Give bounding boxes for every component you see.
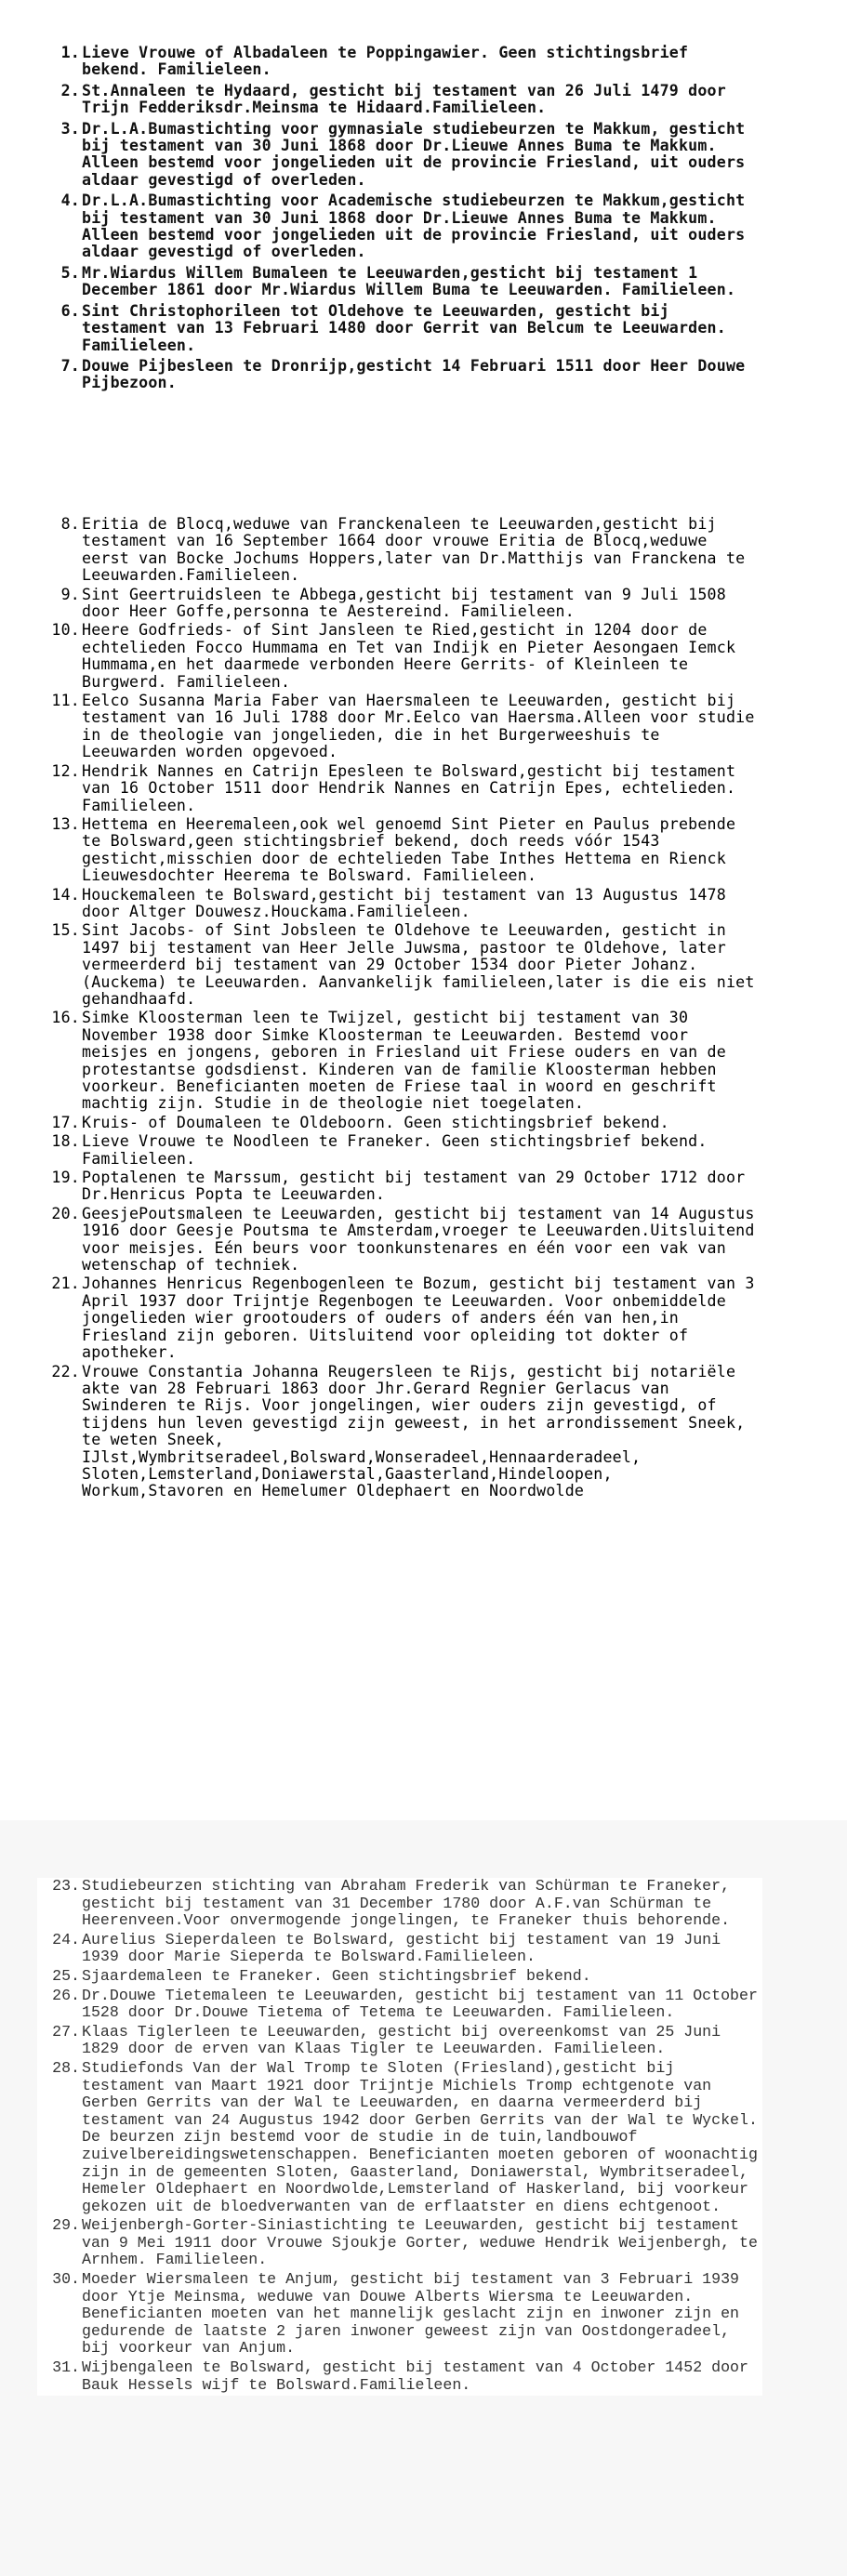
- entry-number: 20.: [51, 1204, 80, 1222]
- entry-number: 30.: [52, 2270, 80, 2289]
- list-item: [37, 2024, 762, 2058]
- entry-number: 27.: [52, 2022, 80, 2041]
- entry-text: Dr.L.A.Bumastichting voor Academische studiebeurzen te Makkum,gesticht bij testament van 30 Juni 1868 door Dr.Lieuwe Annes Buma te Makkum. Alleen bestemd voor jongelieden uit de provincie Friesland, uit ouders aldaar gevestigd of overleden.: [82, 192, 746, 261]
- list-item: [37, 303, 762, 354]
- entry-number: 28.: [52, 2058, 80, 2077]
- list-item: [37, 83, 762, 117]
- entry-number: 4.: [60, 192, 80, 210]
- entry-text: Wijbengaleen te Bolsward, gesticht bij testament van 4 October 1452 door Bauk Hessels wijf te Bolsward.Familieleen.: [82, 2358, 748, 2394]
- list-item: [37, 763, 762, 814]
- entry-number: 5.: [60, 263, 80, 282]
- list-item: [37, 1988, 762, 2022]
- entry-number: 7.: [60, 356, 80, 375]
- entry-text: Aurelius Sieperdaleen te Bolsward, gesticht bij testament van 19 Juni 1939 door Marie Sieperda te Bolsward.Familieleen.: [82, 1930, 721, 1966]
- list-item: [37, 693, 762, 761]
- entry-text: Sint Geertruidsleen te Abbega,gesticht bij testament van 9 Juli 1508 door Heer Goffe,personna te Aestereind. Familieleen.: [82, 585, 726, 621]
- list-item: [37, 587, 762, 621]
- list-item: [37, 1115, 762, 1131]
- entry-text: Hendrik Nannes en Catrijn Epesleen te Bolsward,gesticht bij testament van 16 October 1511 door Hendrik Nannes en Catrijn Epes, echtelieden. Familieleen.: [82, 761, 736, 814]
- entry-text: Mr.Wiardus Willem Bumaleen te Leeuwarden,gesticht bij testament 1 December 1861 door Mr.Wiardus Willem Buma te Leeuwarden. Familieleen.: [82, 263, 736, 299]
- list-item: [37, 1878, 762, 1930]
- list-item: [37, 1364, 762, 1500]
- list-item: [37, 265, 762, 299]
- entry-number: 16.: [51, 1009, 80, 1027]
- entry-number: 23.: [52, 1877, 80, 1895]
- entry-number: 26.: [52, 1986, 80, 2004]
- entry-text: Weijenbergh-Gorter-Siniastichting te Leeuwarden, gesticht bij testament van 9 Mei 1911 door Vrouwe Sjoukje Gorter, weduwe Hendrik Weijenbergh, te Arnhem. Familieleen.: [82, 2216, 758, 2269]
- entry-number: 18.: [51, 1132, 80, 1151]
- entry-number: 24.: [52, 1930, 80, 1949]
- entry-text: Dr.L.A.Bumastichting voor gymnasiale studiebeurzen te Makkum, gesticht bij testament van 30 Juni 1868 door Dr.Lieuwe Annes Buma te Makkum. Alleen bestemd voor jongelieden uit de provincie Friesland, uit ouders aldaar gevestigd of overleden.: [82, 119, 746, 189]
- entry-number: 11.: [51, 692, 80, 710]
- list-item: [37, 192, 762, 261]
- entry-number: 15.: [51, 921, 80, 940]
- entry-number: 12.: [51, 761, 80, 780]
- entry-text: Simke Kloosterman leen te Twijzel, gesticht bij testament van 30 November 1938 door Simke Kloosterman te Leeuwarden. Bestemd voor meisjes en jongens, geboren in Friesland uit Friese ouders en van de protestantse godsdienst. Kinderen van de familie Kloosterman hebben voorkeur. Beneficianten moeten de Friese taal in woord en geschrift machtig zijn. Studie in de theologie niet toegelaten.: [82, 1009, 726, 1113]
- entry-list-23-31: [37, 1878, 762, 2396]
- entry-number: 13.: [51, 814, 80, 833]
- entry-text: St.Annaleen te Hydaard, gesticht bij testament van 26 Juli 1479 door Trijn Fedderiksdr.Meinsma te Hidaard.Familieleen.: [82, 81, 726, 117]
- list-item: [37, 1010, 762, 1112]
- entry-text: Lieve Vrouwe te Noodleen te Franeker. Geen stichtingsbrief bekend. Familieleen.: [82, 1132, 708, 1168]
- entry-text: Sjaardemaleen te Franeker. Geen stichtingsbrief bekend.: [82, 1966, 591, 1985]
- entry-number: 21.: [51, 1275, 80, 1293]
- entry-list-1-7: [37, 45, 762, 396]
- entry-text: Dr.Douwe Tietemaleen te Leeuwarden, gesticht bij testament van 11 October 1528 door Dr.Douwe Tietema of Tetema te Leeuwarden. Familieleen.: [82, 1986, 758, 2022]
- list-item: [37, 2271, 762, 2358]
- entry-text: Eritia de Blocq,weduwe van Franckenaleen te Leeuwarden,gesticht bij testament van 16 September 1664 door vrouwe Eritia de Blocq,weduwe eerst van Bocke Jochums Hoppers,later van Dr.Matthijs van Franckena te Leeuwarden.Familieleen.: [82, 515, 746, 585]
- entry-list-8-22: [37, 516, 762, 1502]
- entry-text: Heere Godfrieds- of Sint Jansleen te Ried,gesticht in 1204 door de echtelieden Focco Hummama en Tet van Indijk en Pieter Aesongaen Iemck Hummama,en het daarmede verbonden Heere Gerrits- of Kleinleen te Burgwerd. Familieleen.: [82, 621, 736, 691]
- entry-text: Sint Jacobs- of Sint Jobsleen te Oldehove te Leeuwarden, gesticht in 1497 bij testament van Heer Jelle Juwsma, pastoor te Oldehove, later vermeerderd bij testament van 29 October 1534 door Pieter Johanz.(Auckema) te Leeuwarden. Aanvankelijk familieleen,later is die eis niet gehandhaafd.: [82, 921, 755, 1008]
- entry-text: Sint Christophorileen tot Oldehove te Leeuwarden, gesticht bij testament van 13 Februari 1480 door Gerrit van Belcum te Leeuwarden. Familieleen.: [82, 301, 726, 354]
- list-item: [37, 2060, 762, 2215]
- entry-text: Johannes Henricus Regenbogenleen te Bozum, gesticht bij testament van 3 April 1937 door Trijntje Regenbogen te Leeuwarden. Voor onbemiddelde jongelieden wier grootouders of ouders of anders één van hen,in Friesland zijn geboren. Uitsluitend voor opleiding tot dokter of apotheker.: [82, 1275, 755, 1362]
- entry-text: Douwe Pijbesleen te Dronrijp,gesticht 14 Februari 1511 door Heer Douwe Pijbezoon.: [82, 356, 746, 392]
- entry-text: Klaas Tiglerleen te Leeuwarden, gesticht bij overeenkomst van 25 Juni 1829 door de erven van Klaas Tigler te Leeuwarden. Familieleen.: [82, 2022, 721, 2058]
- entry-number: 14.: [51, 885, 80, 904]
- list-item: [37, 922, 762, 1008]
- entry-number: 31.: [52, 2358, 80, 2377]
- list-item: [37, 1932, 762, 1966]
- entry-number: 9.: [60, 585, 80, 603]
- entry-text: Studiebeurzen stichting van Abraham Frederik van Schürman te Franeker, gesticht bij testament van 31 December 1780 door A.F.van Schürman te Heerenveen.Voor onvermogende jongelingen, te Franeker thuis behorende.: [82, 1877, 731, 1930]
- entry-number: 17.: [51, 1113, 80, 1131]
- list-item: [37, 1206, 762, 1275]
- list-item: [37, 622, 762, 691]
- list-item: [37, 1133, 762, 1168]
- entry-text: Lieve Vrouwe of Albadaleen te Poppingawier. Geen stichtingsbrief bekend. Familieleen.: [82, 44, 689, 79]
- entry-number: 3.: [60, 119, 80, 138]
- entry-text: Vrouwe Constantia Johanna Reugersleen te Rijs, gesticht bij notariële akte van 28 Februari 1863 door Jhr.Gerard Regnier Gerlacus van Swinderen te Rijs. Voor jongelingen, wier ouders zijn gevestigd, of tijdens hun leven gevestigd zijn geweest, in het arrondissement Sneek, te weten Sneek, IJlst,Wymbritseradeel,Bolsward,Wonseradeel,Hennaarderadeel, Sloten,Lemsterland,Doniawerstal,Gaasterland,Hindeloopen, Workum,Stavoren en Hemelumer Oldephaert en Noordwolde: [82, 1362, 746, 1500]
- entry-number: 25.: [52, 1966, 80, 1985]
- entry-number: 2.: [60, 81, 80, 99]
- entry-text: Houckemaleen te Bolsward,gesticht bij testament van 13 Augustus 1478 door Altger Douwesz.Houckama.Familieleen.: [82, 885, 726, 920]
- entry-text: GeesjePoutsmaleen te Leeuwarden, gesticht bij testament van 14 Augustus 1916 door Geesje Poutsma te Amsterdam,vroeger te Leeuwarden.Uitsluitend voor meisjes. Eén beurs voor toonkunstenares en één voor een vak van wetenschap of techniek.: [82, 1204, 755, 1275]
- list-item: [37, 358, 762, 392]
- list-item: [37, 121, 762, 190]
- list-item: [37, 1169, 762, 1204]
- entry-text: Poptalenen te Marssum, gesticht bij testament van 29 October 1712 door Dr.Henricus Popta te Leeuwarden.: [82, 1169, 746, 1204]
- entry-text: Kruis- of Doumaleen te Oldeboorn. Geen stichtingsbrief bekend.: [82, 1113, 669, 1131]
- entry-number: 8.: [60, 515, 80, 533]
- entry-number: 10.: [51, 621, 80, 640]
- entry-number: 1.: [60, 44, 80, 61]
- entry-number: 19.: [51, 1169, 80, 1187]
- entry-number: 22.: [51, 1362, 80, 1380]
- list-item: [37, 1968, 762, 1986]
- list-item: [37, 1275, 762, 1361]
- list-item: [37, 2217, 762, 2269]
- list-item: [37, 816, 762, 885]
- list-item: [37, 2359, 762, 2394]
- entry-text: Eelco Susanna Maria Faber van Haersmaleen te Leeuwarden, gesticht bij testament van 16 Juli 1788 door Mr.Eelco van Haersma.Alleen voor studie in de theologie van jongelieden, die in het Burgerweeshuis te Leeuwarden worden opgevoed.: [82, 692, 755, 761]
- entry-text: Hettema en Heeremaleen,ook wel genoemd Sint Pieter en Paulus prebende te Bolsward,geen stichtingsbrief bekend, doch reeds vóór 1543 gesticht,misschien door de echtelieden Tabe Inthes Hettema en Rienck Lieuwesdochter Heerema te Bolsward. Familieleen.: [82, 814, 736, 885]
- entry-number: 29.: [52, 2216, 80, 2235]
- list-item: [37, 887, 762, 921]
- entry-text: Studiefonds Van der Wal Tromp te Sloten (Friesland),gesticht bij testament van Maart 1921 door Trijntje Michiels Tromp echtgenote van Gerben Gerrits van der Wal te Leeuwarden, en daarna vermeerderd bij testament van 24 Augustus 1942 door Gerben Gerrits van der Wal te Wyckel. De beurzen zijn bestemd voor de studie in de tuin,landbouwof zuivelbereidingswetenschappen. Beneficianten moeten geboren of woonachtig zijn in de gemeenten Sloten, Gaasterland, Doniawerstal, Wymbritseradeel, Hemeler Oldephaert en Noordwolde,Lemsterland of Haskerland, bij voorkeur gekozen uit de bloedverwanten van de erflaatster en diens echtgenoot.: [82, 2058, 758, 2215]
- entry-number: 6.: [60, 301, 80, 320]
- entry-text: Moeder Wiersmaleen te Anjum, gesticht bij testament van 3 Februari 1939 door Ytje Meinsma, weduwe van Douwe Alberts Wiersma te Leeuwarden. Beneficianten moeten van het mannelijk geslacht zijn en inwoner zijn en gedurende de laatste 2 jaren inwoner geweest zijn van Oostdongeradeel, bij voorkeur van Anjum.: [82, 2270, 740, 2358]
- list-item: [37, 516, 762, 585]
- list-item: [37, 45, 762, 79]
